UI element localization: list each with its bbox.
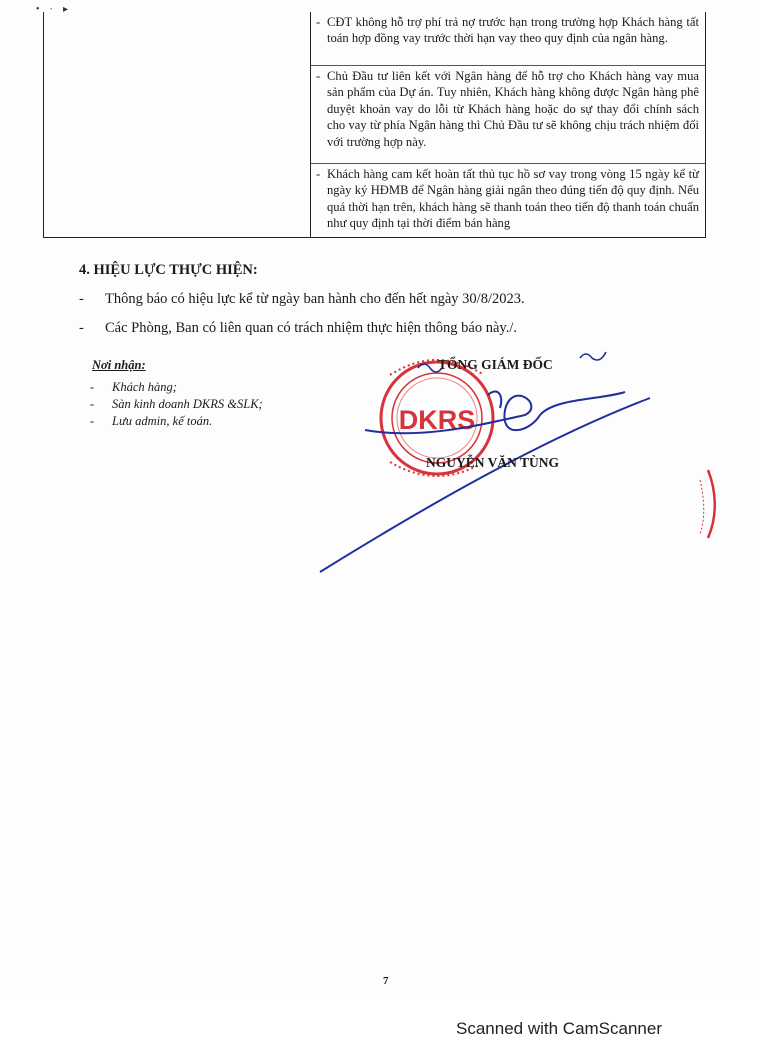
- table-right-cell: [311, 12, 705, 237]
- list-item: - Các Phòng, Ban có liên quan có trách nhiệm thực hiện thông báo này./.: [79, 320, 518, 336]
- page-number: 7: [383, 975, 389, 987]
- recipients-title: Nơi nhận:: [92, 358, 146, 372]
- recipient-item: - Khách hàng;: [88, 379, 263, 396]
- bullet-text: Thông báo có hiệu lực kể từ ngày ban hành cho đến hết ngày 30/8/2023.: [105, 291, 525, 307]
- section-title: 4. HIỆU LỰC THỰC HIỆN:: [79, 262, 258, 278]
- table-left-cell: [44, 12, 311, 237]
- list-item: - Thông báo có hiệu lực kể từ ngày ban hành cho đến hết ngày 30/8/2023.: [79, 291, 525, 307]
- table-row: - Chủ Đầu tư liên kết với Ngân hàng để hỗ trợ cho Khách hàng vay mua sản phẩm của Dự án. Tuy nhiên, Khách hàng không được Ngân hàng phê duyệt khoản vay do lỗi từ Khách hàng hoặc do sự thay đổi chính sách cho vay từ phía Ngân hàng thì Chủ Đầu tư sẽ không chịu trách nhiệm đối với trường hợp này.: [311, 66, 705, 164]
- table-row-text: Chủ Đầu tư liên kết với Ngân hàng để hỗ trợ cho Khách hàng vay mua sản phẩm của Dự án. Tuy nhiên, Khách hàng không được Ngân hàng phê duyệt khoản vay do lỗi từ Khách hàng hoặc do sự thay đổi chính sách cho vay từ phía Ngân hàng thì Chủ Đầu tư sẽ không chịu trách nhiệm đối với trường hợp này.: [327, 69, 699, 149]
- recipients-block: [88, 358, 263, 430]
- table-fragment: [43, 12, 706, 238]
- recipient-item: - Lưu admin, kế toán.: [88, 413, 263, 430]
- table-row-text: Khách hàng cam kết hoàn tất thủ tục hồ sơ vay trong vòng 15 ngày kể từ ngày ký HĐMB để Ngân hàng giải ngân theo đúng tiến độ quy định. Nếu quá thời hạn trên, khách hàng sẽ thanh toán theo tiến độ thanh toán chuẩn như quy định tại thời điểm bán hàng: [327, 167, 699, 231]
- table-row-text: CĐT không hỗ trợ phí trả nợ trước hạn trong trường hợp Khách hàng tất toán hợp đồng vay trước thời hạn vay theo quy định của ngân hàng.: [327, 15, 699, 46]
- scan-artifact: • ∙ ▸: [36, 4, 73, 15]
- signer-name: NGUYỄN VĂN TÙNG: [426, 455, 560, 470]
- table-row: - Khách hàng cam kết hoàn tất thủ tục hồ sơ vay trong vòng 15 ngày kể từ ngày ký HĐMB để Ngân hàng giải ngân theo đúng tiến độ quy định. Nếu quá thời hạn trên, khách hàng sẽ thanh toán theo tiến độ thanh toán chuẩn như quy định tại thời điểm bán hàng: [316, 167, 699, 231]
- table-row: - CĐT không hỗ trợ phí trả nợ trước hạn trong trường hợp Khách hàng tất toán hợp đồng vay trước thời hạn vay theo quy định của ngân hàng.: [311, 12, 705, 66]
- recipient-item: - Sàn kinh doanh DKRS &SLK;: [88, 396, 263, 413]
- stamp-text: DKRS: [398, 405, 476, 435]
- signer-title: TỔNG GIÁM ĐỐC: [438, 357, 553, 372]
- scanner-watermark: Scanned with CamScanner: [456, 1019, 663, 1038]
- bullet-text: Các Phòng, Ban có liên quan có trách nhiệm thực hiện thông báo này./.: [105, 320, 518, 336]
